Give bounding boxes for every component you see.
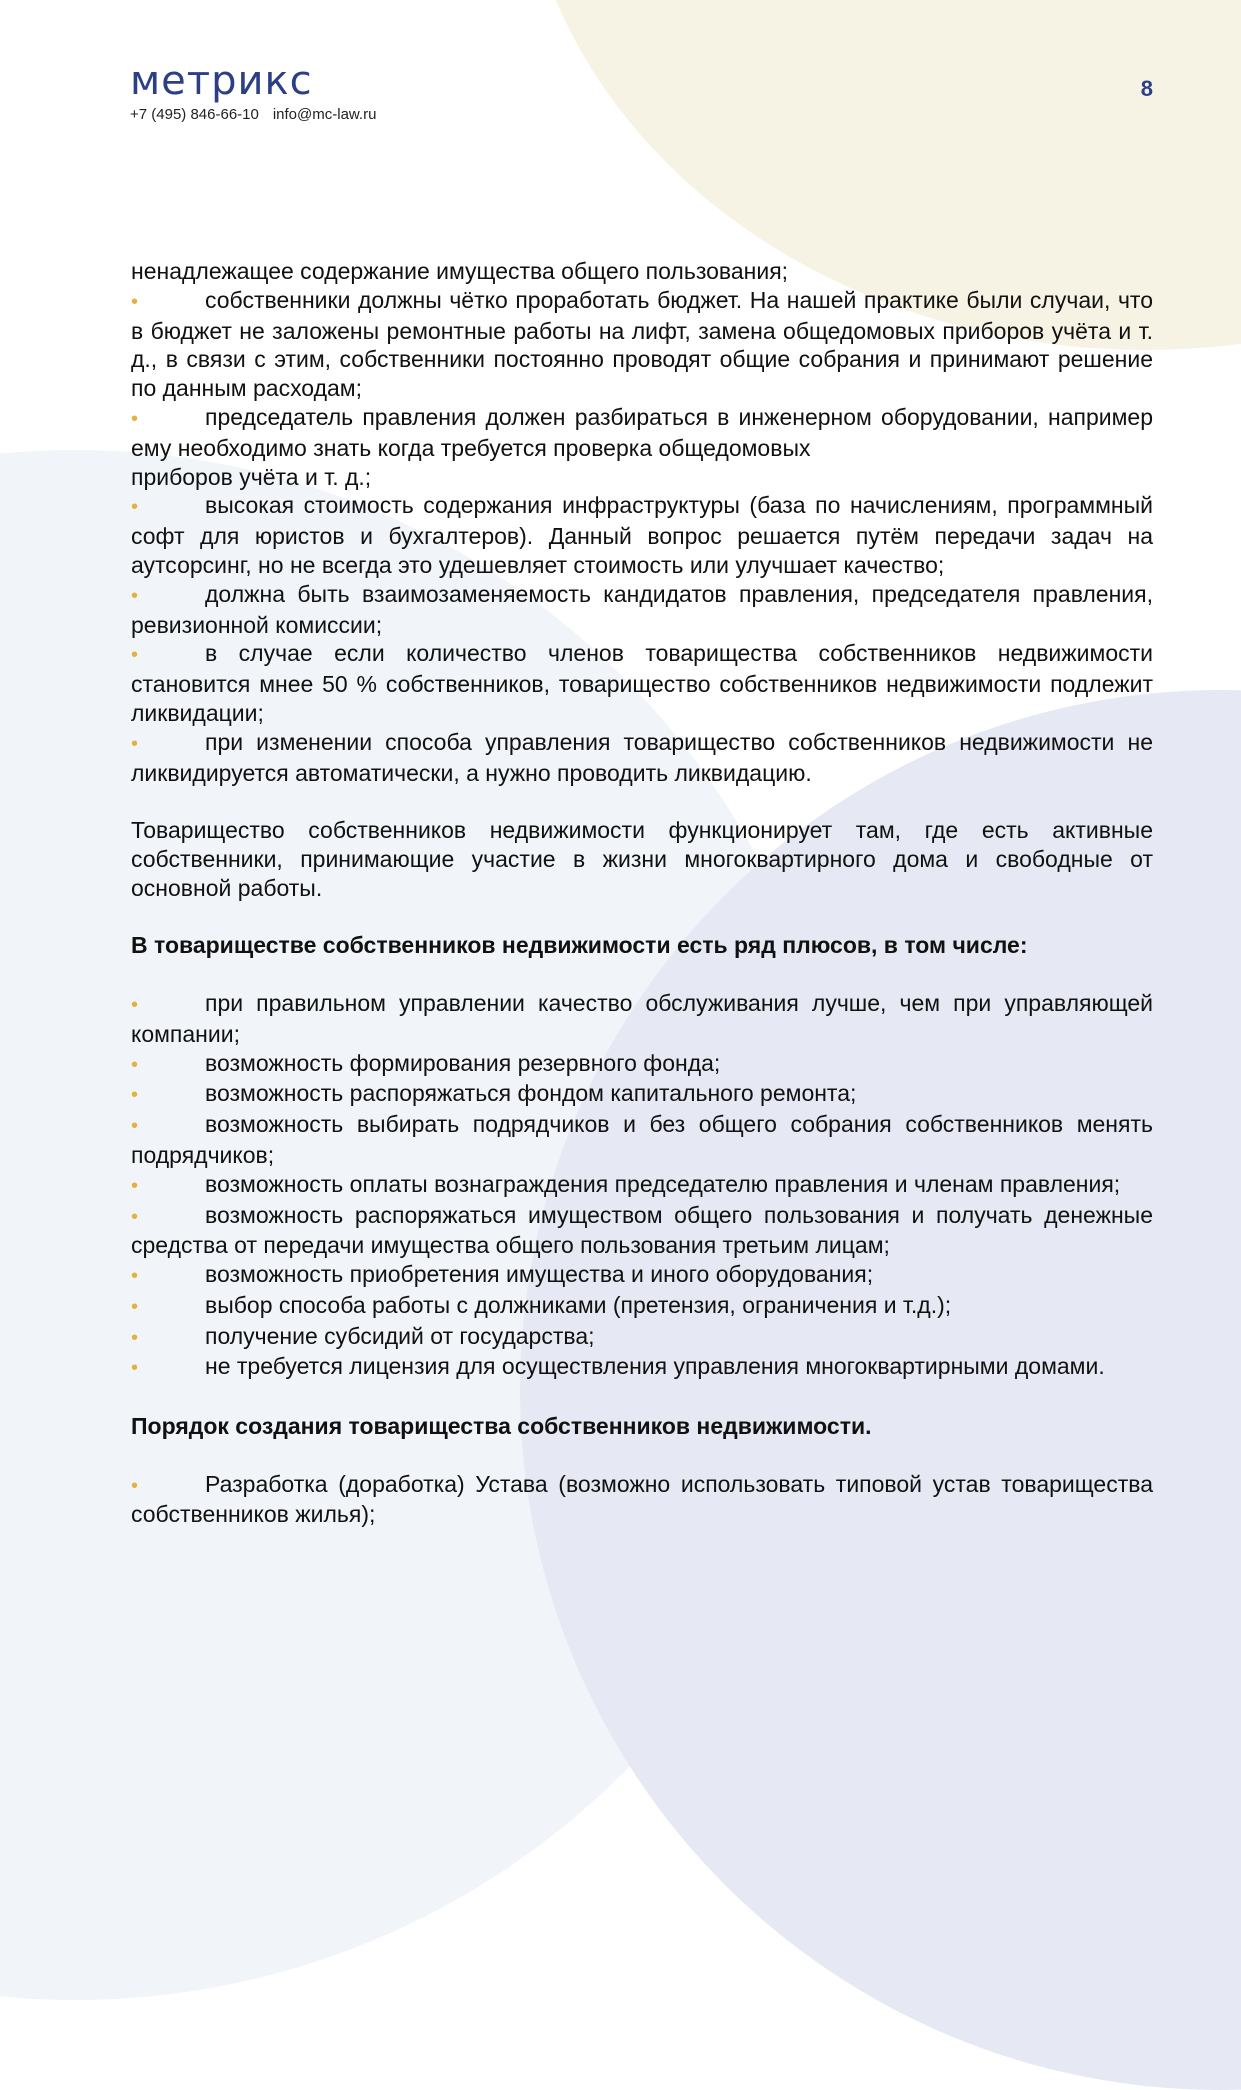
bullet-dot-icon: • (131, 1084, 139, 1107)
list-item: • получение субсидий от государства; (131, 1322, 1153, 1353)
list-item: • при правильном управлении качество обслуживания лучше, чем при управляющей компании; (131, 989, 1153, 1047)
intro-line: ненадлежащее содержание имущества общего пользования; (131, 258, 789, 284)
bullet-dot-icon: • (131, 1205, 139, 1228)
list-item: • не требуется лицензия для осуществления управления многоквартирными домами. (131, 1352, 1153, 1383)
section-heading-order: Порядок создания товарищества собственников недвижимости. (131, 1413, 872, 1440)
list-item: • председатель правления должен разбираться в инженерном оборудовании, например ему необходимо знать когда требуется проверка общедомовых (131, 403, 1153, 461)
bullet-dot-icon: • (131, 1115, 139, 1138)
phone-number[interactable]: +7 (495) 846-66-10 (130, 106, 259, 123)
page-header (130, 60, 376, 123)
bullet-dot-icon: • (131, 584, 139, 607)
bullet-dot-icon: • (131, 407, 139, 430)
bullet-dot-icon: • (131, 732, 139, 755)
list-item: • возможность формирования резервного фонда; (131, 1049, 1153, 1080)
list-item: • Разработка (доработка) Устава (возможно использовать типовой устав товарищества собственников жилья); (131, 1470, 1153, 1528)
list-item: • возможность распоряжаться фондом капитального ремонта; (131, 1079, 1153, 1110)
document-body (131, 257, 1153, 1529)
list-item: • должна быть взаимозаменяемость кандидатов правления, председателя правления, ревизионной комиссии; (131, 580, 1153, 638)
bullet-dot-icon: • (131, 1474, 139, 1497)
list-item: • возможность выбирать подрядчиков и без общего собрания собственников менять подрядчиков; (131, 1111, 1153, 1168)
list-item: • в случае если количество членов товарищества собственников недвижимости становится мнее 50 % собственников, товарищество собственников недвижимости подлежит ликвидации; (131, 640, 1153, 726)
contacts (130, 106, 376, 123)
section-heading-benefits: В товариществе собственников недвижимости есть ряд плюсов, в том числе: (131, 932, 1028, 959)
body-paragraph: Товарищество собственников недвижимости функционирует там, где есть активные собственники, принимающие участие в жизни многоквартирного дома и свободные от основной работы. (131, 817, 1153, 901)
bullet-dot-icon: • (131, 644, 139, 667)
brand-logo: метрикс (130, 58, 313, 104)
bullet-dot-icon: • (131, 1265, 139, 1288)
bullet-dot-icon: • (131, 1295, 139, 1318)
list-item: • высокая стоимость содержания инфраструктуры (база по начислениям, программный софт для юристов и бухгалтеров). Данный вопрос решается путём передачи задач на аутсорсинг, но не всегда это удешевляет стоимость или улучшает качество; (131, 492, 1153, 578)
page-number: 8 (1140, 76, 1153, 101)
bullet-dot-icon: • (131, 496, 139, 519)
email-link[interactable]: info@mc-law.ru (272, 106, 377, 123)
bullet-dot-icon: • (131, 1053, 139, 1076)
list-item: • возможность распоряжаться имуществом общего пользования и получать денежные средства от передачи имущества общего пользования третьим лицам; (131, 1201, 1153, 1259)
list-item: • собственники должны чётко проработать бюджет. На нашей практике были случаи, что в бюджет не заложены ремонтные работы на лифт, замена общедомовых приборов учёта и т. д., в связи с этим, собственники постоянно проводят общие собрания и принимают решение по данным расходам; (131, 286, 1153, 402)
list-item-continuation: приборов учёта и т. д.; (131, 463, 372, 490)
list-item: • возможность приобретения имущества и иного оборудования; (131, 1260, 1153, 1291)
bullet-dot-icon: • (131, 1174, 139, 1197)
bullet-dot-icon: • (131, 993, 139, 1016)
bullet-dot-icon: • (131, 1357, 139, 1380)
bullet-dot-icon: • (131, 290, 139, 313)
bullet-dot-icon: • (131, 1326, 139, 1349)
list-item: • возможность оплаты вознаграждения председателю правления и членам правления; (131, 1170, 1153, 1201)
list-item: • при изменении способа управления товарищество собственников недвижимости не ликвидируется автоматически, а нужно проводить ликвидацию. (131, 728, 1153, 786)
list-item: • выбор способа работы с должниками (претензия, ограничения и т.д.); (131, 1291, 1153, 1322)
